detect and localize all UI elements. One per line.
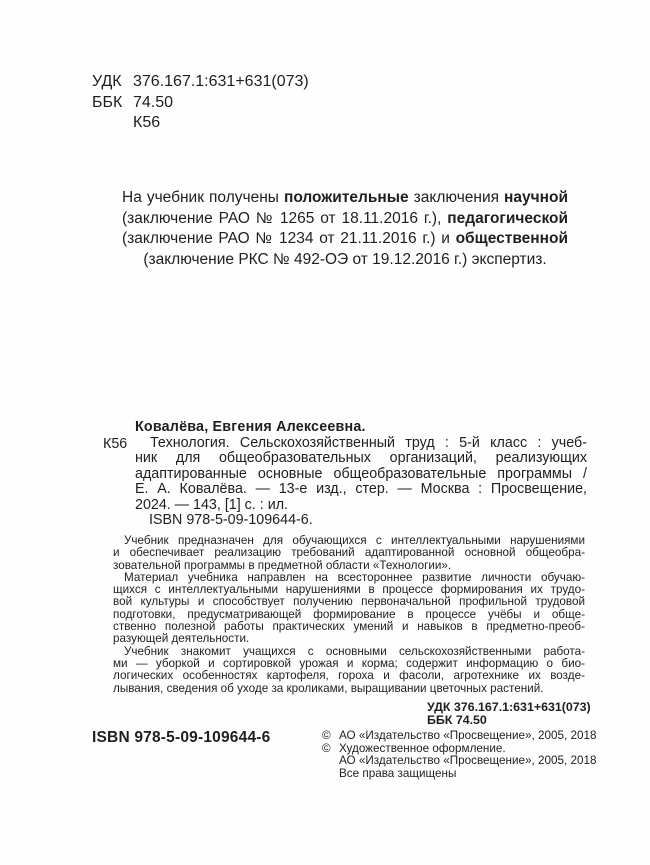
annotation-paragraph-1 [113,535,585,572]
text-line: вой культуры и способствует получению первоначальной профильной трудовой [113,595,585,609]
text-line: Материал учебника направлен на всестороннее развитие личности обучаю- [124,570,585,584]
text-line: Е. А. Ковалёва. — 13-е изд., стер. — Москва : Просвещение, [135,481,587,497]
bottom-udk: УДК 376.167.1:631+631(073) [427,700,591,714]
copyright-text: АО «Издательство «Просвещение», 2005, 2018 [339,729,597,742]
text-line: Технология. Сельскохозяйственный труд : 5-й класс : учеб- [150,434,587,451]
text-line [122,188,568,209]
copyright-symbol [322,768,339,781]
udk-label: УДК [92,73,122,90]
bold-text-segment: педагогической [447,209,568,227]
text-segment: заключения [408,189,505,206]
bottom-bbk: ББК 74.50 [427,713,487,728]
bold-text-segment: общественной [455,230,568,248]
text-line: ник для общеобразовательных организаций, реализующих [135,450,587,466]
copyright-row [322,730,596,743]
catalog-description [135,436,587,514]
catalog-card [135,420,587,529]
copyright-block [322,730,596,781]
copyright-symbol [322,755,339,768]
text-segment: (заключение РАО № 1265 от 18.11.2016 г.), [122,209,448,227]
text-line: ми — уборкой и сортировкой урожая и корма; содержит информацию о био- [113,656,585,670]
copyright-row [322,768,596,781]
annotation [113,535,585,695]
catalog-isbn: ISBN 978-5-09-109644-6. [149,512,313,528]
text-line: ственно полезной работы практических умений и навыков в предметно-преоб- [113,620,585,634]
text-line: адаптированные основные общеобразовательные программы / [135,465,587,482]
catalog-author-heading: Ковалёва, Евгения Алексеевна. [135,419,366,435]
text-line: лывания, сведения об уходе за кроликами, выращивании цветочных растений. [113,681,544,695]
text-line: щихся с интеллектуальными нарушениями в процессе формирования их трудо- [113,583,585,597]
text-line [122,209,568,230]
annotation-paragraph-3 [113,646,585,695]
bottom-codes-block [427,701,591,728]
bbk-value: 74.50 [133,93,174,111]
text-line: и обеспечивает реализацию требований адаптированной основной общеобра- [113,546,585,560]
copyright-symbol: © [322,741,331,755]
text-segment: (заключение РКС № 492-ОЭ от 19.12.2016 г.) экспертиз. [143,251,547,269]
text-line: логических особенностях картофеля, гороха и фасоли, агротехнике их возде- [113,669,585,683]
copyright-text: Художественное оформление. [339,741,506,755]
author-sign-top: К56 [133,114,161,132]
footer-isbn: ISBN 978-5-09-109644-6 [92,729,271,746]
udk-value: 376.167.1:631+631(073) [133,73,309,90]
spacer [92,113,133,134]
text-line [122,229,568,250]
copyright-text: Все права защищены [339,767,457,781]
top-codes-block [92,72,309,134]
text-line: подготовки, предусматривающей формирование в процессе учёбы и обще- [113,607,585,621]
text-line: Учебник знакомит учащихся с основными сельскохозяйственными работа- [124,644,585,658]
text-line: Учебник предназначен для обучающихся с интеллектуальными нарушениями [124,534,585,547]
text-line: 2024. — 143, [1] с. : ил. [135,496,289,513]
copyright-symbol: © [322,729,331,742]
expertise-note [122,188,568,271]
annotation-paragraph-2 [113,572,585,646]
text-line: разующей деятельности. [113,632,250,646]
catalog-sign: К56 [103,436,128,452]
bold-text-segment: научной [504,189,569,206]
text-line [122,250,568,271]
copyright-text: АО «Издательство «Просвещение», 2005, 2018 [339,754,597,768]
text-segment: На учебник получены [122,189,284,206]
bold-text-segment: положительные [283,189,409,206]
bbk-label: ББК [92,93,123,111]
text-line: зовательной программы в предметной области «Технологии». [113,558,452,572]
text-segment: (заключение РАО № 1234 от 21.11.2016 г.) и [122,230,456,248]
